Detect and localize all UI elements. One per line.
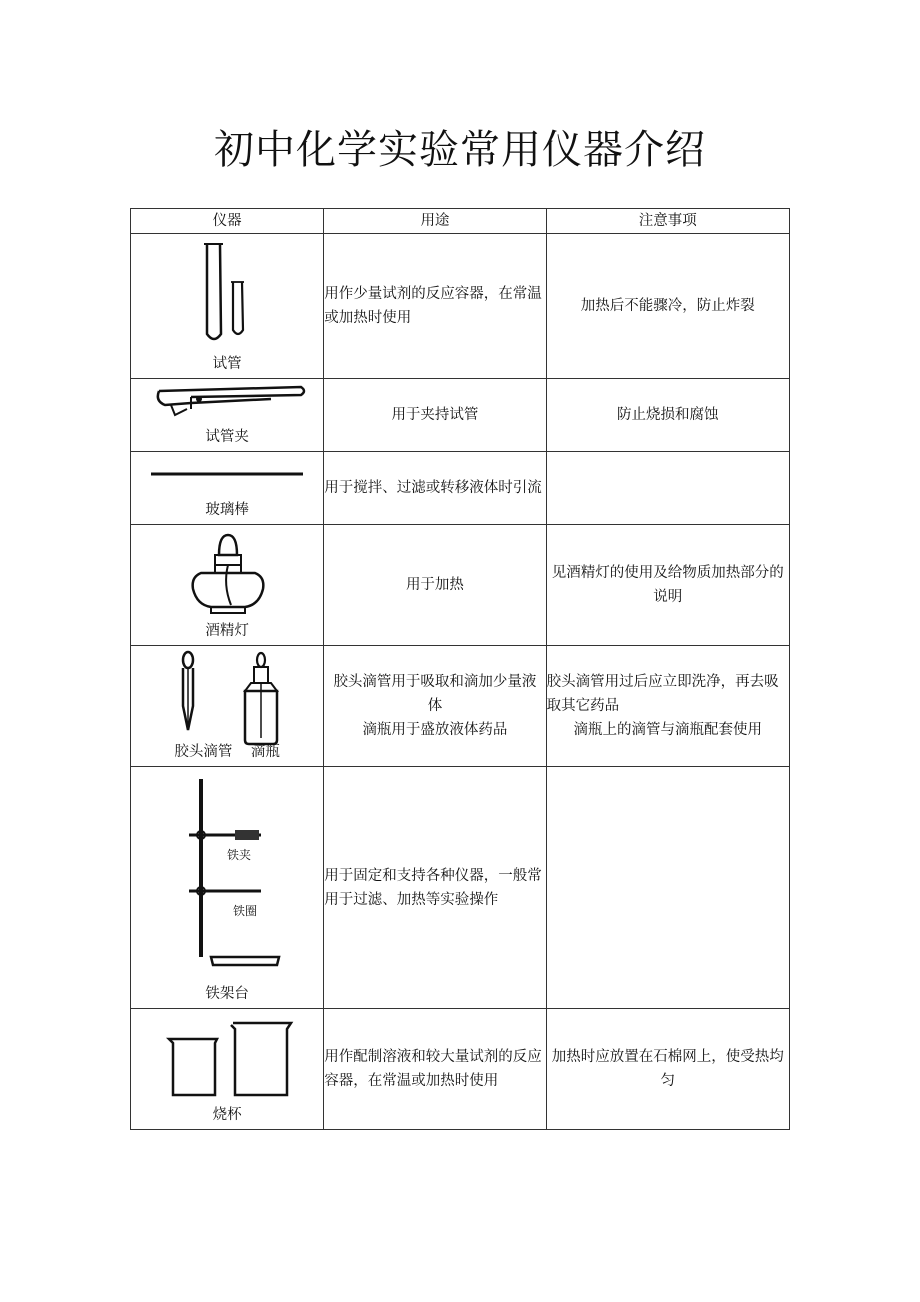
instrument-cell [131, 767, 324, 1009]
table-row [131, 646, 790, 767]
use-line: 胶头滴管用于吸取和滴加少量液体 [333, 674, 537, 714]
table-row [131, 525, 790, 646]
instrument-name: 试管 [212, 356, 242, 372]
table-row [131, 379, 790, 452]
note-cell: 加热时应放置在石棉网上，使受热均匀 [546, 1009, 789, 1130]
instrument-cell [131, 452, 324, 525]
page-title: 初中化学实验常用仪器介绍 [214, 127, 706, 173]
instrument-name: 酒精灯 [205, 623, 249, 639]
iron-ring-label: 铁圈 [233, 904, 258, 918]
use-line: 滴瓶用于盛放液体药品 [362, 722, 508, 738]
note-cell [546, 767, 789, 1009]
instrument-table [130, 208, 790, 1130]
instrument-name: 玻璃棒 [205, 502, 249, 518]
note-line: 胶头滴管用过后应立即洗净，再去吸取其它药品 [546, 674, 779, 714]
header-instrument: 仪器 [131, 209, 324, 234]
iron-stand-icon [131, 767, 324, 1009]
use-cell: 用于固定和支持各种仪器，一般常用于过滤、加热等实验操作 [324, 767, 546, 1009]
instrument-cell [131, 646, 324, 767]
use-cell: 用作少量试剂的反应容器，在常温或加热时使用 [324, 234, 546, 379]
instrument-cell [131, 379, 324, 452]
instrument-name: 铁架台 [205, 986, 249, 1002]
instrument-name: 胶头滴管 滴瓶 [174, 744, 280, 760]
iron-clamp-label: 铁夹 [227, 848, 252, 862]
table-header-row [131, 209, 790, 234]
instrument-name: 试管夹 [205, 429, 249, 445]
use-cell: 用于夹持试管 [324, 379, 546, 452]
instrument-cell [131, 1009, 324, 1130]
table-row [131, 767, 790, 1009]
table-row [131, 234, 790, 379]
use-cell [324, 646, 546, 767]
table-row [131, 452, 790, 525]
note-cell [546, 452, 789, 525]
note-cell [546, 646, 789, 767]
header-notes: 注意事项 [546, 209, 789, 234]
instrument-cell [131, 234, 324, 379]
note-cell: 防止烧损和腐蚀 [546, 379, 789, 452]
header-use: 用途 [324, 209, 546, 234]
instrument-name: 烧杯 [212, 1107, 242, 1123]
instrument-cell [131, 525, 324, 646]
table-row [131, 1009, 790, 1130]
use-cell: 用于搅拌、过滤或转移液体时引流 [324, 452, 546, 525]
use-cell: 用于加热 [324, 525, 546, 646]
note-cell: 见酒精灯的使用及给物质加热部分的说明 [546, 525, 789, 646]
note-cell: 加热后不能骤冷，防止炸裂 [546, 234, 789, 379]
use-cell: 用作配制溶液和较大量试剂的反应容器，在常温或加热时使用 [324, 1009, 546, 1130]
note-line: 滴瓶上的滴管与滴瓶配套使用 [573, 722, 763, 738]
